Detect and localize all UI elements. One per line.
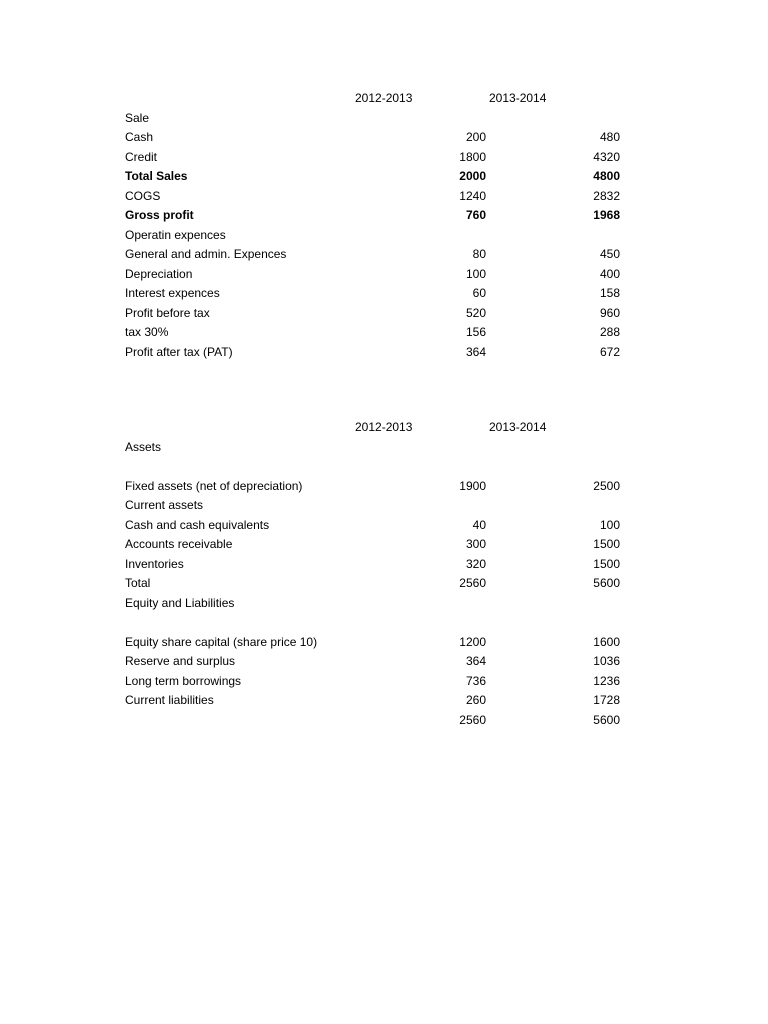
table-row (0, 457, 768, 477)
table-row (0, 323, 768, 343)
balance-rows (0, 438, 768, 731)
table-row (0, 245, 768, 265)
table-row (0, 206, 768, 226)
value-2012-2013: 736 (465, 673, 486, 688)
row-label: Equity and Liabilities (125, 595, 235, 610)
row-label: Profit after tax (PAT) (125, 344, 233, 359)
value-2013-2014: 1500 (593, 556, 620, 571)
value-2013-2014: 400 (599, 266, 620, 281)
row-label: Long term borrowings (125, 673, 242, 688)
table-row (0, 613, 768, 633)
value-2013-2014: 450 (599, 247, 620, 261)
row-label: COGS (125, 188, 161, 203)
value-2013-2014: 480 (599, 130, 620, 144)
value-2012-2013: 80 (472, 247, 486, 261)
value-2013-2014: 1600 (593, 634, 620, 649)
value-2012-2013: 364 (465, 344, 486, 359)
value-2013-2014: 2500 (593, 478, 620, 493)
table-row (0, 477, 768, 497)
value-2012-2013: 260 (465, 693, 486, 707)
row-label: Credit (125, 149, 158, 164)
value-2012-2013: 1800 (459, 149, 486, 164)
table-row (0, 496, 768, 516)
value-2012-2013: 200 (465, 130, 486, 144)
value-2013-2014: 2832 (593, 188, 620, 203)
row-label: Reserve and surplus (125, 654, 236, 668)
table-row (0, 594, 768, 614)
row-label: General and admin. Expences (125, 247, 287, 261)
table-row (0, 226, 768, 246)
row-label: Current assets (125, 498, 204, 512)
value-2012-2013: 60 (472, 286, 486, 300)
value-2013-2014: 4320 (593, 149, 620, 164)
income-statement-table (0, 89, 768, 362)
value-2013-2014: 1036 (593, 654, 620, 668)
income-rows (0, 109, 768, 363)
balance-header-2012-2013: 2012-2013 (355, 420, 413, 434)
row-label: Equity share capital (share price 10) (125, 634, 318, 649)
value-2012-2013: 2560 (459, 576, 486, 590)
value-2012-2013: 156 (465, 325, 486, 339)
value-2013-2014: 288 (599, 325, 620, 339)
row-label: Profit before tax (125, 305, 210, 320)
value-2013-2014: 1500 (593, 537, 620, 551)
row-label: Total (125, 576, 151, 590)
row-label: Interest expences (125, 286, 220, 300)
value-2012-2013: 760 (465, 208, 486, 222)
row-label: Assets (125, 439, 162, 454)
value-2012-2013: 40 (472, 517, 486, 532)
table-row (0, 167, 768, 187)
table-row (0, 574, 768, 594)
row-label: Inventories (125, 556, 184, 571)
value-2013-2014: 5600 (593, 576, 620, 590)
value-2013-2014: 100 (599, 517, 620, 532)
row-label: Accounts receivable (125, 537, 233, 551)
table-row (0, 555, 768, 575)
table-row (0, 711, 768, 731)
value-2012-2013: 100 (465, 266, 486, 281)
value-2012-2013: 2560 (459, 712, 486, 727)
table-row (0, 284, 768, 304)
value-2012-2013: 1240 (459, 188, 486, 203)
value-2012-2013: 320 (465, 556, 486, 571)
table-row (0, 343, 768, 363)
row-label: Total Sales (125, 169, 188, 183)
value-2013-2014: 158 (599, 286, 620, 300)
income-header-2013-2014: 2013-2014 (489, 91, 547, 105)
table-row (0, 516, 768, 536)
row-label: Sale (125, 110, 150, 125)
table-row (0, 535, 768, 555)
value-2012-2013: 1900 (459, 478, 486, 493)
value-2012-2013: 1200 (459, 634, 486, 649)
balance-header-row (0, 418, 768, 438)
row-label: Current liabilities (125, 693, 214, 707)
table-row (0, 633, 768, 653)
balance-header-2013-2014: 2013-2014 (489, 420, 547, 434)
value-2012-2013: 2000 (459, 169, 486, 183)
row-label: Gross profit (125, 208, 194, 222)
row-label: Cash (125, 130, 154, 144)
table-row (0, 265, 768, 285)
income-header-2012-2013: 2012-2013 (355, 91, 413, 105)
row-label: Fixed assets (net of depreciation) (125, 478, 303, 493)
balance-sheet-table (0, 418, 768, 730)
value-2012-2013: 300 (465, 537, 486, 551)
table-row (0, 438, 768, 458)
table-row (0, 187, 768, 207)
row-label: tax 30% (125, 325, 169, 339)
income-header-row (0, 89, 768, 109)
table-row (0, 672, 768, 692)
value-2013-2014: 672 (599, 344, 620, 359)
table-row (0, 109, 768, 129)
value-2012-2013: 364 (465, 654, 486, 668)
row-label: Cash and cash equivalents (125, 517, 270, 532)
value-2013-2014: 1728 (593, 693, 620, 707)
table-row (0, 691, 768, 711)
row-label: Depreciation (125, 266, 193, 281)
value-2013-2014: 1968 (593, 208, 620, 222)
table-row (0, 128, 768, 148)
value-2013-2014: 960 (599, 305, 620, 320)
row-label: Operatin expences (125, 227, 226, 242)
value-2013-2014: 4800 (593, 169, 620, 183)
value-2012-2013: 520 (465, 305, 486, 320)
value-2013-2014: 5600 (593, 712, 620, 727)
table-row (0, 148, 768, 168)
value-2013-2014: 1236 (593, 673, 620, 688)
table-row (0, 304, 768, 324)
table-row (0, 652, 768, 672)
